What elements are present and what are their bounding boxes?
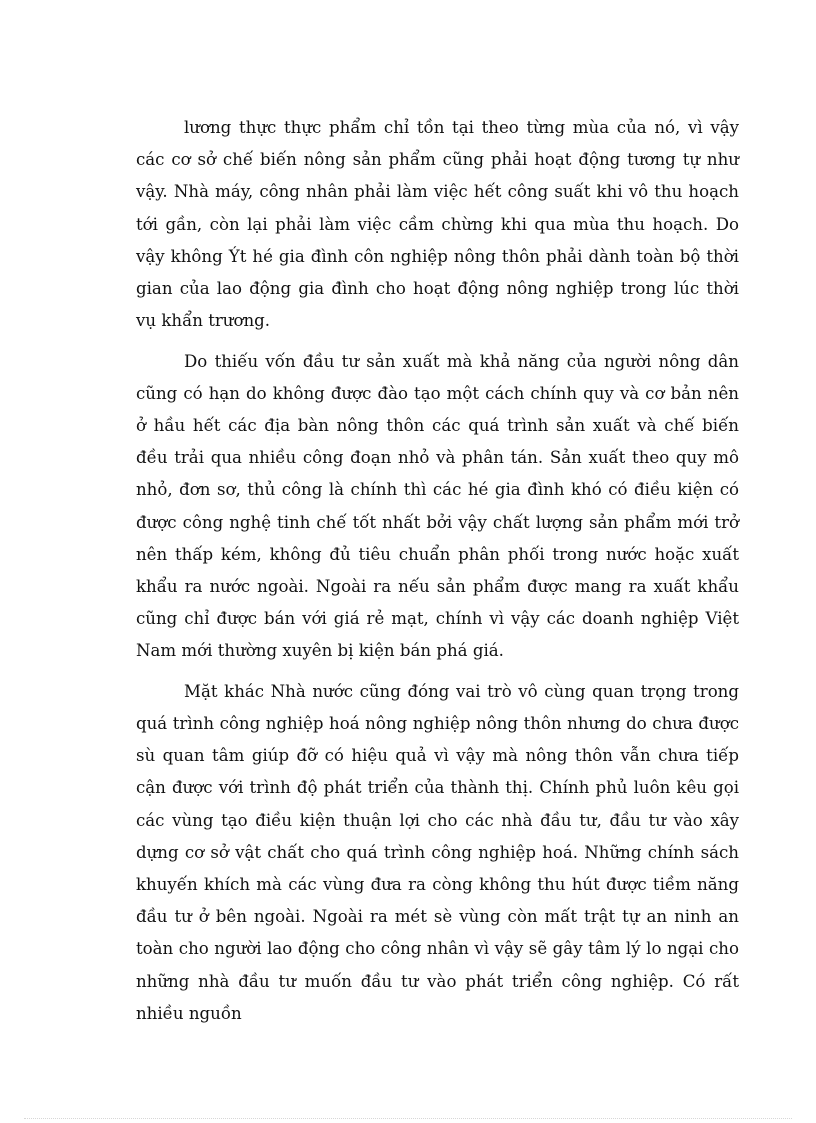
body-text: [136, 112, 739, 1038]
paragraph-1: lương thực thực phẩm chỉ tồn tại theo từng mùa của nó, vì vậy các cơ sở chế biến nông sản phẩm cũng phải hoạt động tương tự như vậy. Nhà máy, công nhân phải làm việc hết công suất khi vô thu hoạch tới gần, còn lại phải làm việc cầm chừng khi qua mùa thu hoạch. Do vậy không Ýt hé gia đình côn nghiệp nông thôn phải dành toàn bộ thời gian của lao động gia đình cho hoạt động nông nghiệp trong lúc thời vụ khẩn trương.: [136, 118, 739, 331]
page-bottom-divider: [24, 1118, 792, 1119]
paragraph-3: Mặt khác Nhà nước cũng đóng vai trò vô cùng quan trọng trong quá trình công nghiệp hoá nông nghiệp nông thôn nhưng do chưa được sù quan tâm giúp đỡ có hiệu quả vì vậy mà nông thôn vẫn chưa tiếp cận được với trình độ phát triển của thành thị. Chính phủ luôn kêu gọi các vùng tạo điều kiện thuận lợi cho các nhà đầu tư, đầu tư vào xây dựng cơ sở vật chất cho quá trình công nghiệp hoá. Những chính sách khuyến khích mà các vùng đưa ra còng không thu hút được tiềm năng đầu tư ở bên ngoài. Ngoài ra mét sè vùng còn mất trật tự an ninh an toàn cho người lao động cho công nhân vì vậy sẽ gây tâm lý lo ngại cho những nhà đầu tư muốn đầu tư vào phát triển công nghiệp. Có rất nhiều nguồn: [136, 681, 739, 1023]
paragraph-2: Do thiếu vốn đầu tư sản xuất mà khả năng của người nông dân cũng có hạn do không được đào tạo một cách chính quy và cơ bản nên ở hầu hết các địa bàn nông thôn các quá trình sản xuất và chế biến đều trải qua nhiều công đoạn nhỏ và phân tán. Sản xuất theo quy mô nhỏ, đơn sơ, thủ công là chính thì các hé gia đình khó có điều kiện có được công nghệ tinh chế tốt nhất bởi vậy chất lượng sản phẩm mới trở nên thấp kém, không đủ tiêu chuẩn phân phối trong nước hoặc xuất khẩu ra nước ngoài. Ngoài ra nếu sản phẩm được mang ra xuất khẩu cũng chỉ được bán với giá rẻ mạt, chính vì vậy các doanh nghiệp Việt Nam mới thường xuyên bị kiện bán phá giá.: [136, 351, 739, 661]
